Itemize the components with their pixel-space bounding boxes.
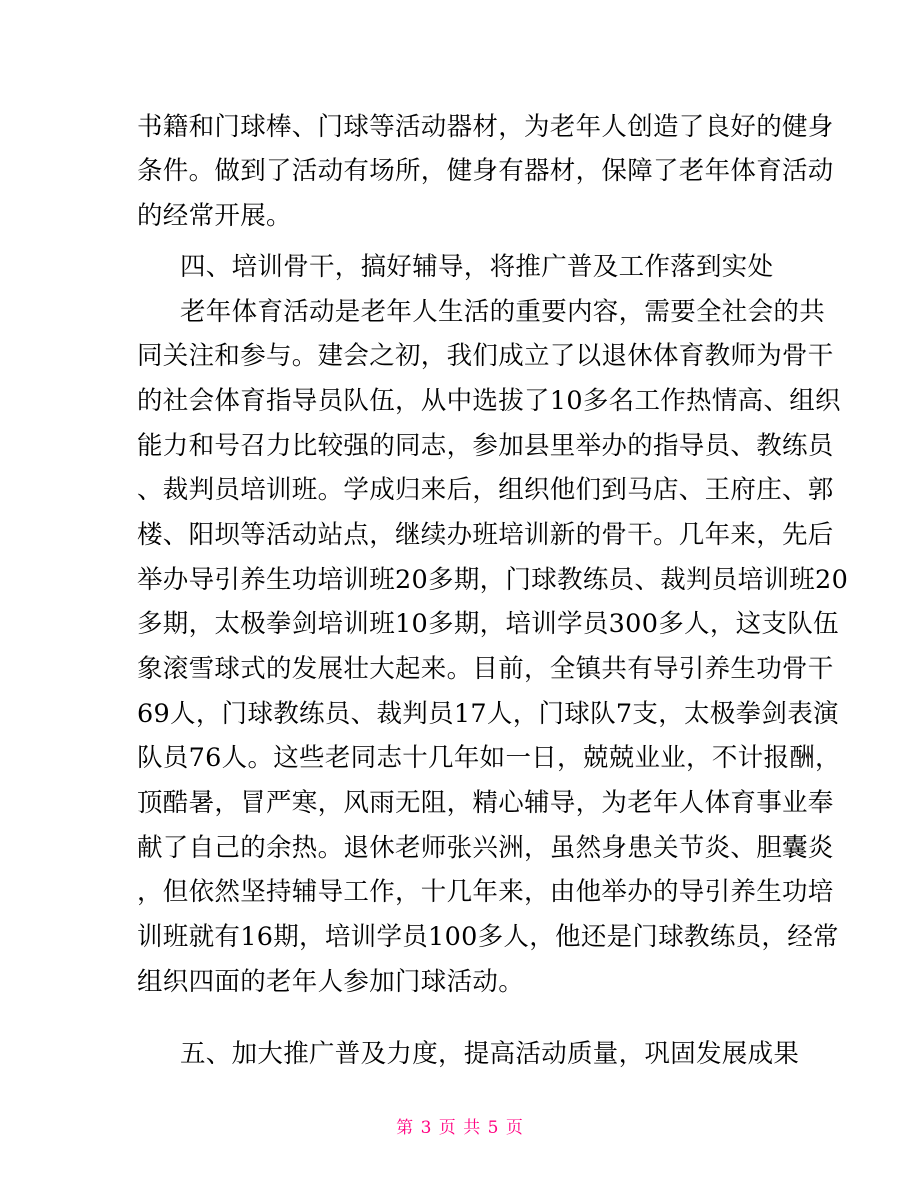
paragraph-3-line-2: 同关注和参与。建会之初，我们成立了以退休体育教师为骨干 <box>137 341 834 371</box>
paragraph-3-line-5: 、裁判员培训班。学成归来后，组织他们到马店、王府庄、郭 <box>137 475 834 505</box>
paragraph-1-line-3: 的经常开展。 <box>137 201 292 231</box>
paragraph-3-line-13: 献了自己的余热。退休老师张兴洲，虽然身患关节炎、胆囊炎 <box>137 833 834 863</box>
section-heading-4: 四、培训骨干，搞好辅导，将推广普及工作落到实处 <box>180 252 774 282</box>
paragraph-3-line-14: ，但依然坚持辅导工作，十几年来，由他举办的导引养生功培 <box>137 877 834 907</box>
paragraph-3-line-10: 69人，门球教练员、裁判员17人，门球队7支，太极拳剑表演 <box>137 699 839 729</box>
paragraph-3-line-15: 训班就有16期，培训学员100多人，他还是门球教练员，经常 <box>137 922 839 952</box>
paragraph-3-line-8: 多期，太极拳剑培训班10多期，培训学员300多人，这支队伍 <box>137 609 839 639</box>
paragraph-3-line-16: 组织四面的老年人参加门球活动。 <box>137 967 525 997</box>
paragraph-3-line-7: 举办导引养生功培训班20多期，门球教练员、裁判员培训班20 <box>137 565 849 595</box>
paragraph-3-line-4: 能力和号召力比较强的同志，参加县里举办的指导员、教练员 <box>137 431 834 461</box>
paragraph-3-line-9: 象滚雪球式的发展壮大起来。目前，全镇共有导引养生功骨干 <box>137 654 834 684</box>
paragraph-3-line-12: 顶酷暑，冒严寒，风雨无阻，精心辅导，为老年人体育事业奉 <box>137 788 834 818</box>
paragraph-3-line-1: 老年体育活动是老年人生活的重要内容，需要全社会的共 <box>180 297 826 327</box>
page-number-footer: 第 3 页 共 5 页 <box>396 1118 524 1138</box>
paragraph-1-line-1: 书籍和门球棒、门球等活动器材，为老年人创造了良好的健身 <box>137 112 834 142</box>
section-heading-5: 五、加大推广普及力度，提高活动质量，巩固发展成果 <box>180 1039 800 1069</box>
paragraph-3-line-6: 楼、阳坝等活动站点，继续办班培训新的骨干。几年来，先后 <box>137 520 834 550</box>
paragraph-3-line-11: 队员76人。这些老同志十几年如一日，兢兢业业，不计报酬， <box>137 743 841 773</box>
paragraph-1-line-2: 条件。做到了活动有场所，健身有器材，保障了老年体育活动 <box>137 156 834 186</box>
paragraph-3-line-3: 的社会体育指导员队伍，从中选拔了10多名工作热情高、组织 <box>137 386 841 416</box>
